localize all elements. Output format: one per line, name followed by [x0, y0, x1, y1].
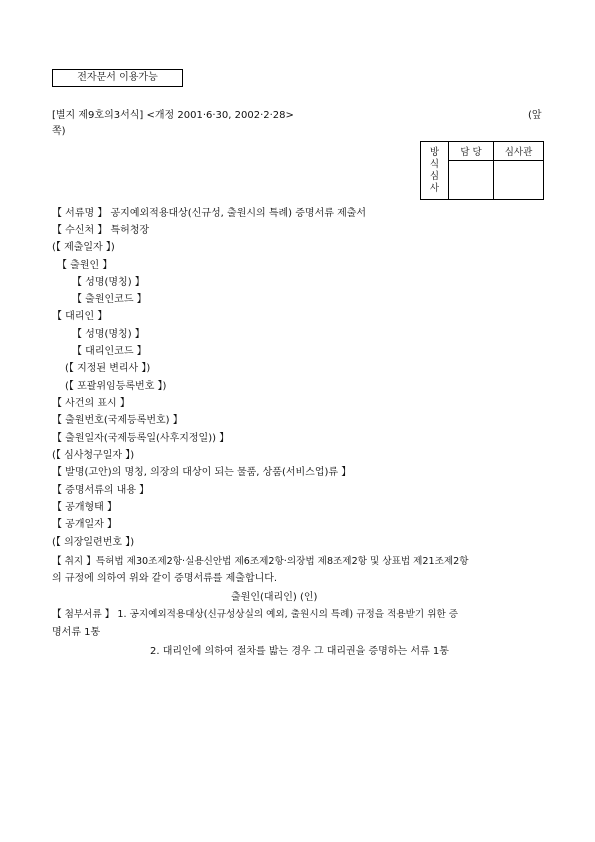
disclosure-form: 【 공개형태 】: [52, 502, 117, 513]
purpose-line-1: 【 취지 】특허법 제30조제2항·실용신안법 제6조제2항·의장법 제8조제2항 및 상표법 제21조제2항: [52, 556, 469, 567]
charge-header: 담 당: [449, 142, 494, 161]
electronic-document-stamp: 전자문서 이용가능: [52, 69, 183, 87]
general-power-registration-number: (【 포괄위임등록번호 】): [65, 381, 167, 392]
attachments-line-1: 【 첨부서류 】 1. 공지예외적용대상(신규성상실의 예외, 출원시의 특례) 규정을 적용받기 위한 증: [52, 609, 459, 620]
recipient: 【 수신처 】 특허청장: [52, 225, 150, 236]
front-label-part2: 쪽): [52, 126, 66, 137]
disclosure-date: 【 공개일자 】: [52, 519, 117, 530]
agent-name: 【 성명(명칭) 】: [72, 329, 145, 340]
invention-title: 【 발명(고안)의 명칭, 의장의 대상이 되는 물품, 상품(서비스업)류 】: [52, 467, 352, 478]
document-name: 【 서류명 】 공지예외적용대상(신규성, 출원시의 특례) 증명서류 제출서: [52, 208, 367, 219]
signature-line: 출원인(대리인) (인): [231, 592, 318, 603]
method-exam-label: 방 식 심 사: [429, 146, 440, 194]
case-indication: 【 사건의 표시 】: [52, 398, 130, 409]
purpose-line-2: 의 규정에 의하여 위와 같이 증명서류를 제출합니다.: [52, 573, 278, 584]
agent-code: 【 대리인코드 】: [72, 346, 147, 357]
examiner-header: 심사관: [494, 142, 544, 161]
application-number: 【 출원번호(국제등록번호) 】: [52, 415, 183, 426]
certificate-contents: 【 증명서류의 내용 】: [52, 485, 150, 496]
agent: 【 대리인 】: [52, 311, 108, 322]
examination-request-date: (【 심사청구일자 】): [52, 450, 135, 461]
designated-patent-attorney: (【 지정된 변리사 】): [65, 363, 151, 374]
attachments-line-3: 2. 대리인에 의하여 절차를 밟는 경우 그 대리권을 증명하는 서류 1통: [150, 646, 449, 657]
charge-signature-cell: [449, 161, 494, 200]
applicant: 【 출원인 】: [57, 260, 113, 271]
applicant-name: 【 성명(명칭) 】: [72, 277, 145, 288]
examiner-signature-cell: [494, 161, 544, 200]
front-label-part1: (앞: [528, 110, 542, 121]
method-exam-cell: [421, 142, 449, 200]
design-serial-number: (【 의장일련번호 】): [52, 537, 135, 548]
attachments-line-2: 명서류 1통: [52, 627, 101, 638]
application-date: 【 출원일자(국제등록일(사후지정일)) 】: [52, 433, 230, 444]
form-header: [별지 제9호의3서식] <개정 2001·6·30, 2002·2·28>: [52, 110, 294, 121]
approval-box: [420, 141, 544, 200]
submission-date: (【 제출일자 】): [52, 242, 115, 253]
applicant-code: 【 출원인코드 】: [72, 294, 147, 305]
